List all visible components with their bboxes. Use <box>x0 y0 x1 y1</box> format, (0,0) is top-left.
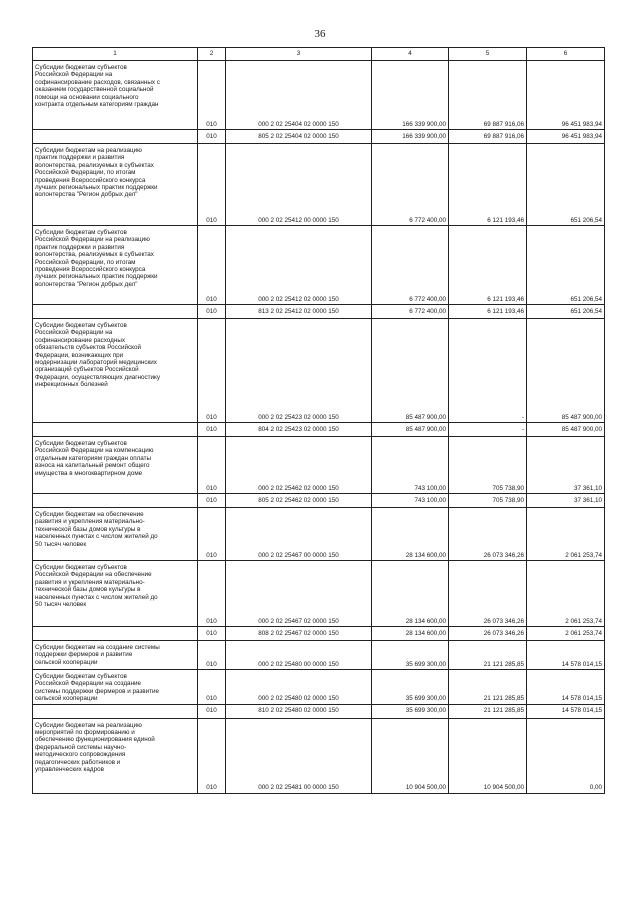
indicator-name-cell <box>33 627 198 641</box>
executed-amount-cell: - <box>449 319 527 423</box>
admin-code-cell: 010 <box>198 627 226 641</box>
indicator-name-cell <box>33 144 198 226</box>
indicator-name-line: Субсидии бюджетам субъектов <box>35 322 127 329</box>
indicator-name-cell <box>33 423 198 437</box>
admin-code-cell: 010 <box>198 423 226 437</box>
admin-code-cell: 010 <box>198 508 226 561</box>
indicator-name-line: Субсидии бюджетам субъектов <box>35 229 127 236</box>
indicator-name-line: оказанием государственной социальной <box>35 86 154 94</box>
budget-code-cell: 810 2 02 25480 02 0000 150 <box>226 704 372 718</box>
indicator-name-line: практик поддержки и развития <box>35 243 125 251</box>
budget-code-cell: 000 2 02 25480 00 0000 150 <box>226 641 372 670</box>
indicator-name-line: Российской Федерации на компенсацию <box>35 447 154 455</box>
budget-code-cell: 000 2 02 25404 02 0000 150 <box>226 61 372 130</box>
indicator-name-line: 50 тысяч человек <box>35 540 87 548</box>
budget-table <box>32 47 605 794</box>
approved-amount-cell: 85 487 900,00 <box>372 423 449 437</box>
indicator-name-cell <box>33 494 198 508</box>
remaining-amount-cell: 0,00 <box>527 718 605 793</box>
table-row <box>33 144 605 226</box>
indicator-name-line: отдельным категориям граждан оплаты <box>35 454 152 462</box>
indicator-name-line: софинансирование расходных <box>35 336 125 344</box>
remaining-amount-cell: 2 061 253,74 <box>527 561 605 627</box>
indicator-name-line: системы поддержки фермеров и развитие <box>35 687 160 695</box>
approved-amount-cell: 28 134 600,00 <box>372 508 449 561</box>
indicator-name-cell <box>33 670 198 705</box>
admin-code-cell: 010 <box>198 61 226 130</box>
table-row <box>33 130 605 144</box>
indicator-name-cell <box>33 437 198 494</box>
indicator-name-cell <box>33 718 198 793</box>
indicator-name-line: волонтерства "Регион добрых дел" <box>35 191 138 199</box>
indicator-name-line: Российской Федерации на реализацию <box>35 236 150 244</box>
indicator-name-line: Субсидии бюджетам субъектов <box>35 564 127 571</box>
approved-amount-cell: 166 339 900,00 <box>372 130 449 144</box>
indicator-name-line: сельской кооперации <box>35 658 98 666</box>
remaining-amount-cell: 651 206,54 <box>527 144 605 226</box>
approved-amount-cell: 743 100,00 <box>372 437 449 494</box>
indicator-name-line: Российской Федерации на <box>35 71 113 79</box>
executed-amount-cell: 6 121 193,46 <box>449 144 527 226</box>
indicator-name-cell <box>33 305 198 319</box>
indicator-name-line: Федерации, возникающих при <box>35 351 124 359</box>
approved-amount-cell: 6 772 400,00 <box>372 226 449 305</box>
executed-amount-cell: 21 121 285,85 <box>449 670 527 705</box>
column-header: 5 <box>449 48 527 61</box>
table-row <box>33 226 605 305</box>
admin-code-cell: 010 <box>198 718 226 793</box>
indicator-name-line: технической базы домов культуры в <box>35 525 141 533</box>
indicator-name-line: модернизации лабораторий медицинских <box>35 359 157 367</box>
indicator-name-line: развития и укрепления материально- <box>35 518 145 526</box>
executed-amount-cell: 6 121 193,46 <box>449 305 527 319</box>
remaining-amount-cell: 14 578 014,15 <box>527 641 605 670</box>
executed-amount-cell: 69 887 916,06 <box>449 130 527 144</box>
budget-code-cell: 813 2 02 25412 02 0000 150 <box>226 305 372 319</box>
budget-code-cell: 805 2 02 25404 02 0000 150 <box>226 130 372 144</box>
indicator-name-cell <box>33 641 198 670</box>
admin-code-cell: 010 <box>198 494 226 508</box>
table-row <box>33 561 605 627</box>
approved-amount-cell: 6 772 400,00 <box>372 144 449 226</box>
executed-amount-cell: 705 738,90 <box>449 494 527 508</box>
table-row <box>33 319 605 423</box>
approved-amount-cell: 28 134 600,00 <box>372 627 449 641</box>
admin-code-cell: 010 <box>198 437 226 494</box>
indicator-name-line: мероприятий по формированию и <box>35 729 135 737</box>
budget-code-cell: 000 2 02 25467 00 0000 150 <box>226 508 372 561</box>
admin-code-cell: 010 <box>198 130 226 144</box>
admin-code-cell: 010 <box>198 305 226 319</box>
indicator-name-line: инфекционных болезней <box>35 381 108 389</box>
indicator-name-line: практик поддержки и развития <box>35 154 125 162</box>
approved-amount-cell: 166 339 900,00 <box>372 61 449 130</box>
indicator-name-cell <box>33 561 198 627</box>
indicator-name-line: Субсидии бюджетам на создание системы <box>35 644 160 651</box>
admin-code-cell: 010 <box>198 704 226 718</box>
table-row <box>33 305 605 319</box>
indicator-name-line: контракта отдельным категориям граждан <box>35 101 159 109</box>
column-header: 1 <box>33 48 198 61</box>
admin-code-cell: 010 <box>198 226 226 305</box>
admin-code-cell: 010 <box>198 641 226 670</box>
indicator-name-line: 50 тысяч человек <box>35 601 87 609</box>
table-row <box>33 641 605 670</box>
executed-amount-cell: 69 887 916,06 <box>449 61 527 130</box>
indicator-name-line: технической базы домов культуры в <box>35 586 141 594</box>
approved-amount-cell: 35 699 300,00 <box>372 641 449 670</box>
indicator-name-cell <box>33 319 198 423</box>
approved-amount-cell: 85 487 900,00 <box>372 319 449 423</box>
indicator-name-line: помощи на основании социального <box>35 93 139 101</box>
approved-amount-cell: 28 134 600,00 <box>372 561 449 627</box>
budget-code-cell: 000 2 02 25467 02 0000 150 <box>226 561 372 627</box>
remaining-amount-cell: 14 578 014,15 <box>527 670 605 705</box>
approved-amount-cell: 10 904 500,00 <box>372 718 449 793</box>
budget-code-cell: 000 2 02 25412 02 0000 150 <box>226 226 372 305</box>
indicator-name-line: Федерации, осуществляющих диагностику <box>35 373 161 381</box>
indicator-name-line: управленческих кадров <box>35 766 104 774</box>
executed-amount-cell: 705 738,90 <box>449 437 527 494</box>
table-row <box>33 494 605 508</box>
indicator-name-line: Российской Федерации на обеспечение <box>35 571 152 579</box>
budget-code-cell: 000 2 02 25480 02 0000 150 <box>226 670 372 705</box>
indicator-name-line: Субсидии бюджетам субъектов <box>35 64 127 71</box>
indicator-name-line: Субсидии бюджетам на обеспечение <box>35 511 144 518</box>
admin-code-cell: 010 <box>198 144 226 226</box>
indicator-name-line: Субсидии бюджетам на реализацию <box>35 147 142 154</box>
indicator-name-line: имущества в многоквартирном доме <box>35 469 143 477</box>
indicator-name-line: федеральной системы научно- <box>35 743 127 751</box>
indicator-name-line: педагогических работников и <box>35 758 121 766</box>
table-row <box>33 670 605 705</box>
indicator-name-line: сельской кооперации <box>35 695 98 703</box>
indicator-name-line: обеспечению функционирования единой <box>35 736 155 744</box>
column-header: 4 <box>372 48 449 61</box>
budget-code-cell: 000 2 02 25462 02 0000 150 <box>226 437 372 494</box>
table-header-row <box>33 48 605 61</box>
indicator-name-line: волонтерства, реализуемых в субъектах <box>35 161 154 169</box>
table-row <box>33 704 605 718</box>
indicator-name-cell <box>33 130 198 144</box>
indicator-name-line: волонтерства "Регион добрых дел" <box>35 280 138 288</box>
table-row <box>33 508 605 561</box>
remaining-amount-cell: 651 206,54 <box>527 226 605 305</box>
indicator-name-line: Субсидии бюджетам субъектов <box>35 440 127 447</box>
budget-code-cell: 808 2 02 25467 02 0000 150 <box>226 627 372 641</box>
table-row <box>33 437 605 494</box>
table-row <box>33 61 605 130</box>
indicator-name-line: софинансирование расходов, связанных с <box>35 78 160 86</box>
indicator-name-line: Российской Федерации, по итогам <box>35 169 136 177</box>
executed-amount-cell: 26 073 346,26 <box>449 627 527 641</box>
indicator-name-line: населенных пунктах с числом жителей до <box>35 593 158 601</box>
budget-code-cell: 000 2 02 25481 00 0000 150 <box>226 718 372 793</box>
column-header: 2 <box>198 48 226 61</box>
indicator-name-line: проведения Всероссийского конкурса <box>35 176 146 184</box>
indicator-name-line: Российской Федерации на <box>35 329 113 337</box>
remaining-amount-cell: 96 451 983,94 <box>527 130 605 144</box>
executed-amount-cell: 10 904 500,00 <box>449 718 527 793</box>
remaining-amount-cell: 37 361,10 <box>527 437 605 494</box>
approved-amount-cell: 35 699 300,00 <box>372 704 449 718</box>
indicator-name-line: лучших региональных практик поддержки <box>35 184 158 192</box>
table-row <box>33 627 605 641</box>
executed-amount-cell: 21 121 285,85 <box>449 641 527 670</box>
executed-amount-cell: 26 073 346,26 <box>449 561 527 627</box>
remaining-amount-cell: 96 451 983,94 <box>527 61 605 130</box>
indicator-name-line: развития и укрепления материально- <box>35 578 145 586</box>
admin-code-cell: 010 <box>198 561 226 627</box>
indicator-name-line: методического сопровождения <box>35 751 126 759</box>
budget-code-cell: 805 2 02 25462 02 0000 150 <box>226 494 372 508</box>
budget-code-cell: 804 2 02 25423 02 0000 150 <box>226 423 372 437</box>
approved-amount-cell: 6 772 400,00 <box>372 305 449 319</box>
indicator-name-cell <box>33 704 198 718</box>
page-number: 36 <box>314 28 326 40</box>
indicator-name-line: волонтерства, реализуемых в субъектах <box>35 251 154 259</box>
indicator-name-line: взноса на капитальный ремонт общего <box>35 462 150 470</box>
indicator-name-line: обязательств субъектов Российской <box>35 344 142 352</box>
indicator-name-line: организаций субъектов Российской <box>35 366 139 374</box>
remaining-amount-cell: 37 361,10 <box>527 494 605 508</box>
indicator-name-line: Субсидии бюджетам на реализацию <box>35 721 142 729</box>
remaining-amount-cell: 2 061 253,74 <box>527 627 605 641</box>
executed-amount-cell: - <box>449 423 527 437</box>
indicator-name-line: проведения Всероссийского конкурса <box>35 266 146 274</box>
indicator-name-line: Субсидии бюджетам субъектов <box>35 673 127 680</box>
indicator-name-line: Российской Федерации на создание <box>35 680 142 688</box>
admin-code-cell: 010 <box>198 319 226 423</box>
table-row <box>33 423 605 437</box>
remaining-amount-cell: 14 578 014,15 <box>527 704 605 718</box>
column-header: 6 <box>527 48 605 61</box>
executed-amount-cell: 6 121 193,46 <box>449 226 527 305</box>
remaining-amount-cell: 85 487 900,00 <box>527 319 605 423</box>
approved-amount-cell: 743 100,00 <box>372 494 449 508</box>
admin-code-cell: 010 <box>198 670 226 705</box>
indicator-name-cell <box>33 226 198 305</box>
indicator-name-cell <box>33 508 198 561</box>
executed-amount-cell: 21 121 285,85 <box>449 704 527 718</box>
budget-code-cell: 000 2 02 25423 02 0000 150 <box>226 319 372 423</box>
indicator-name-line: Российской Федерации, по итогам <box>35 258 136 266</box>
indicator-name-line: лучших региональных практик поддержки <box>35 273 158 281</box>
approved-amount-cell: 35 699 300,00 <box>372 670 449 705</box>
indicator-name-line: поддержки фермеров и развитие <box>35 651 133 659</box>
budget-code-cell: 000 2 02 25412 00 0000 150 <box>226 144 372 226</box>
remaining-amount-cell: 651 206,54 <box>527 305 605 319</box>
indicator-name-cell <box>33 61 198 130</box>
executed-amount-cell: 26 073 346,26 <box>449 508 527 561</box>
remaining-amount-cell: 85 487 900,00 <box>527 423 605 437</box>
column-header: 3 <box>226 48 372 61</box>
table-row <box>33 718 605 793</box>
remaining-amount-cell: 2 061 253,74 <box>527 508 605 561</box>
indicator-name-line: населенных пунктах с числом жителей до <box>35 533 158 541</box>
